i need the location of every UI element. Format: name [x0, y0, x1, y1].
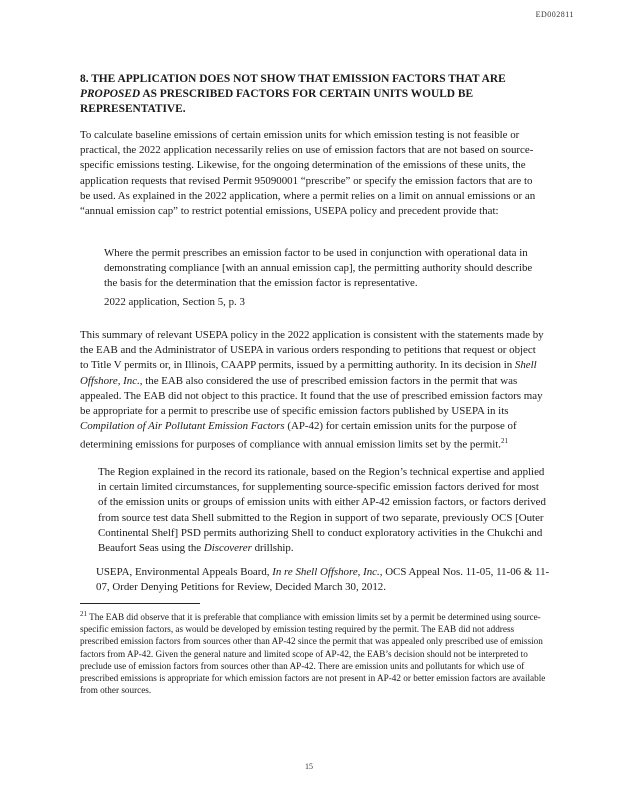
footnote-text: The EAB did observe that it is preferable that compliance with emission limits set by a permit be determined using source-specific emission factors, as would be developed by emission testing required by the permit. The EAB did not address prescribed emission factors from sources other than AP-42 since the permit that was appealed only prescribed use of emission factors from AP-42. Given the general nature and limited scope of AP-42, the EAB’s decision should not be interpreted to preclude use of emission factors from sources other than AP-42. There are emission units and pollutants for which use of prescribed emissions is appropriate for which emission factors are not present in AP-42 or better emission factors are available from other sources.: [80, 612, 546, 696]
page-number: 15: [305, 762, 313, 771]
source-case-name: In re Shell Offshore, Inc.: [272, 566, 380, 578]
heading-line3: REPRESENTATIVE.: [80, 103, 186, 115]
heading-line1: THE APPLICATION DOES NOT SHOW THAT EMISSION FACTORS THAT ARE: [91, 73, 506, 85]
footnote: [80, 608, 550, 696]
block-quote-1-citation: 2022 application, Section 5, p. 3: [104, 296, 245, 308]
source-citation: [96, 565, 556, 595]
source-citation-a: USEPA, Environmental Appeals Board,: [96, 566, 273, 578]
footnote-divider: [80, 603, 200, 604]
section-heading: [80, 72, 550, 117]
paragraph-2-text-b: , the EAB also considered the use of prescribed emission factors in the permit that was appealed. The EAB did not object to this practice. It found that the use of prescribed emission factors may be appropriate for a permit to prescribe use of specific emission factors published by USEPA in its: [80, 374, 543, 418]
case-name-shell-offshore: Shell Offshore, Inc.: [80, 359, 537, 387]
document-id: ED002811: [535, 10, 574, 19]
footnote-reference[interactable]: 21: [501, 437, 509, 446]
block-quote-2: [98, 465, 546, 556]
paragraph-1: To calculate baseline emissions of certain emission units for which emission testing is not feasible or practical, the 2022 application necessarily relies on use of emission factors that are not based on source-specific emissions testing. Likewise, for the ongoing determination of the emissions of these units, the application requests that revised Permit 95090001 “prescribe” or specify the emission factors that are to be used. As explained in the 2022 application, where a permit relies on a limit on annual emissions or an “annual emission cap” to restrict potential emissions, USEPA policy and precedent provide that:: [80, 129, 536, 218]
heading-proposed: PROPOSED: [80, 88, 141, 100]
block-quote-2-text-a: The Region explained in the record its rationale, based on the Region’s technical expertise and applied in certain limited circumstances, for supplementing source-specific emission factors derived for most of the emission units or groups of emission units with either AP-42 emission factors, or factors derived from source test data Shell submitted to the Region in support of two separate, previously OCS [Outer Continental Shelf] PSD permits authorizing Shell to conduct exploratory activities in the Chukchi and Beaufort Seas using the: [98, 466, 546, 555]
paragraph-2-text-c: (AP-42) for certain emission units for the purpose of determining emissions for purposes of compliance with annual emission limits set by the permit.: [80, 420, 517, 452]
ap42-title: Compilation of Air Pollutant Emission Factors: [80, 420, 285, 433]
paragraph-2: [80, 328, 544, 453]
drillship-name: Discoverer: [203, 542, 252, 555]
paragraph-2-text-a: This summary of relevant USEPA policy in the 2022 application is consistent with the statements made by the EAB and the Administrator of USEPA in various orders responding to petitions that request or object to Title V permits or, in Illinois, CAAPP permits, issued by a permitting authority. In its decision in: [80, 329, 544, 372]
source-citation-b: , OCS Appeal Nos. 11-05, 11-06 & 11-07, Order Denying Petitions for Review, Decided March 30, 2012.: [96, 566, 550, 594]
block-quote-2-text-b: drillship.: [251, 542, 294, 555]
section-number: 8.: [80, 73, 89, 85]
heading-line2: AS PRESCRIBED FACTORS FOR CERTAIN UNITS WOULD BE: [142, 88, 474, 100]
block-quote-1: Where the permit prescribes an emission factor to be used in conjunction with operational data in demonstrating compliance [with an annual emission cap], the permitting authority should describe the basis for the determination that the emission factor is representative.: [104, 247, 533, 290]
footnote-number: 21: [80, 610, 87, 618]
